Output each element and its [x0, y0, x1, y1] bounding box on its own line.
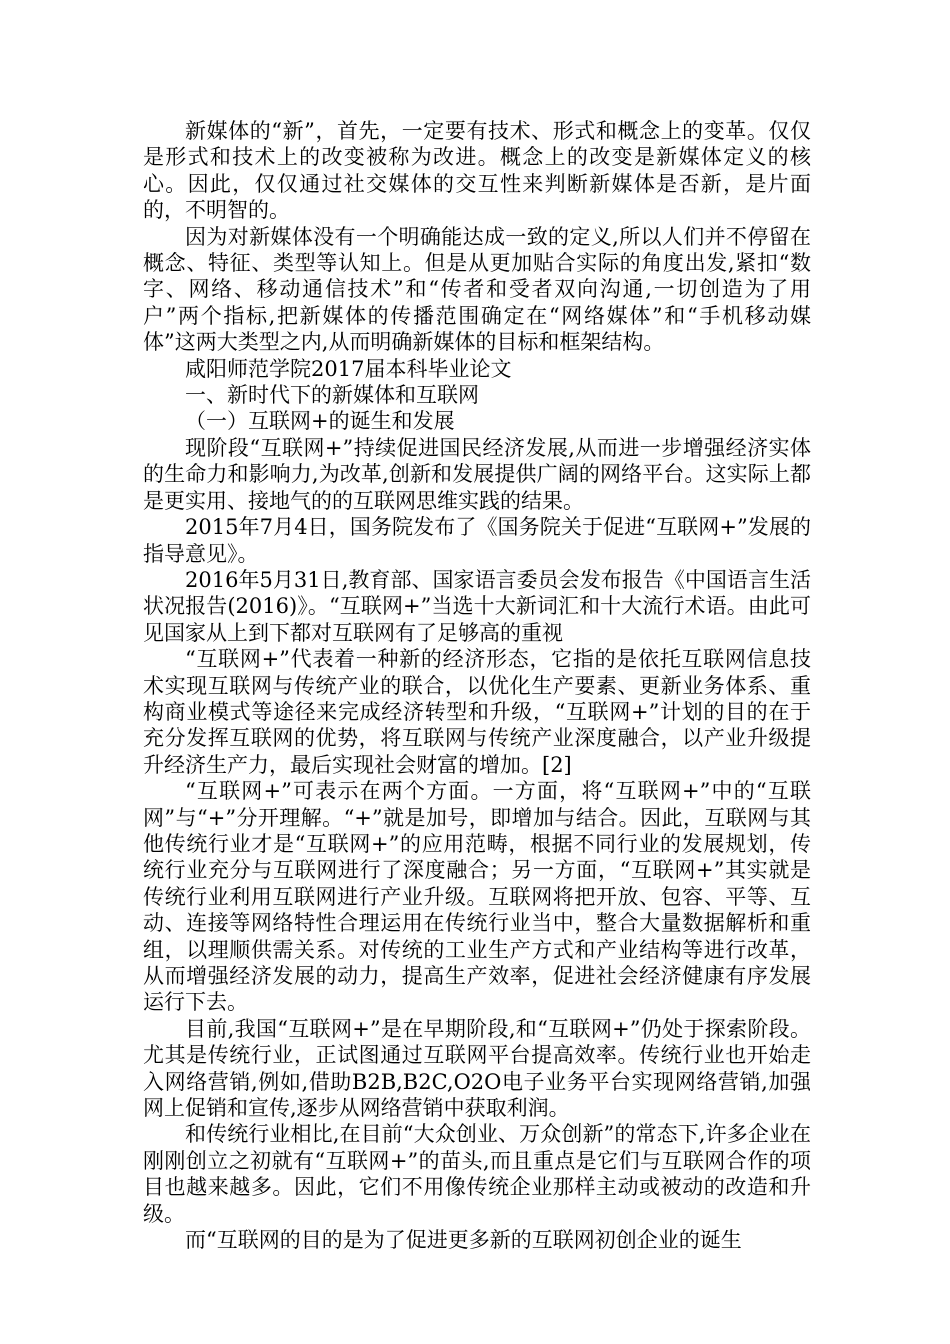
paragraph-internet-plus-definition: “互联网+”代表着一种新的经济形态，它指的是依托互联网信息技术实现互联网与传统产业的联合，以优化生产要素、更新业务体系、重构商业模式等途径来完成经济转型和升级，“互联网+”计划的目的在于充分发挥互联网的优势，将互联网与传统产业深度融合，以产业升级提升经济生产力，最后实现社会财富的增加。[2] — [143, 647, 811, 777]
running-header: 咸阳师范学院2017届本科毕业论文 — [185, 356, 512, 381]
paragraph-new-media-definition: 新媒体的“新”，首先，一定要有技术、形式和概念上的变革。仅仅是形式和技术上的改变被称为改进。概念上的改变是新媒体定义的核心。因此，仅仅通过社交媒体的交互性来判断新媒体是否新，是片面的，不明智的。 — [143, 119, 811, 223]
subsection-heading: （一）互联网+的诞生和发展 — [185, 409, 455, 434]
paragraph-internet-plus-current: 现阶段“互联网+”持续促进国民经济发展,从而进一步增强经济实体的生命力和影响力,为改革,创新和发展提供广阔的网络平台。这实际上都是更实用、接地气的的互联网思维实践的结果。 — [143, 435, 811, 513]
document-body — [143, 118, 811, 1253]
paragraph-language-report: 2016年5月31日,教育部、国家语言委员会发布报告《中国语言生活状况报告(2016)》。“互联网+”当选十大新词汇和十大流行术语。由此可见国家从上到下都对互联网有了足够高的重视 — [143, 567, 811, 645]
section-heading: 一、新时代下的新媒体和互联网 — [185, 383, 479, 408]
paragraph-two-aspects: “互联网+”可表示在两个方面。一方面，将“互联网+”中的“互联网”与“+”分开理解。“+”就是加号，即增加与结合。因此，互联网与其他传统行业才是“互联网+”的应用范畴，根据不同行业的发展规划，传统行业充分与互联网进行了深度融合；另一方面，“互联网+”其实就是传统行业利用互联网进行产业升级。互联网将把开放、包容、平等、互动、连接等网络特性合理运用在传统行业当中，整合大量数据解析和重组，以理顺供需关系。对传统的工业生产方式和产业结构等进行改革，从而增强经济发展的动力，提高生产效率，促进社会经济健康有序发展运行下去。 — [143, 779, 811, 1015]
paragraph-early-stage: 目前,我国“互联网+”是在早期阶段,和“互联网+”仍处于探索阶段。尤其是传统行业，正试图通过互联网平台提高效率。传统行业也开始走入网络营销,例如,借助B2B,B2C,O2O电子业务平台实现网络营销,加强网上促销和宣传,逐步从网络营销中获取利润。 — [143, 1016, 811, 1121]
paragraph-startups: 和传统行业相比,在目前“大众创业、万众创新”的常态下,许多企业在刚刚创立之初就有“互联网+”的苗头,而且重点是它们与互联网合作的项目也越来越多。因此，它们不用像传统企业那样主动或被动的改造和升级。 — [143, 1122, 811, 1226]
paragraph-new-media-scope: 因为对新媒体没有一个明确能达成一致的定义,所以人们并不停留在概念、特征、类型等认知上。但是从更加贴合实际的角度出发,紧扣“数字、网络、移动通信技术”和“传者和受者双向沟通,一切创造为了用户”两个指标,把新媒体的传播范围确定在“网络媒体”和“手机移动媒体”这两大类型之内,从而明确新媒体的目标和框架结构。 — [143, 224, 811, 355]
paragraph-purpose: 而“互联网的目的是为了促进更多新的互联网初创企业的诞生 — [185, 1228, 742, 1253]
paragraph-state-council: 2015年7月4日，国务院发布了《国务院关于促进“互联网+”发展的指导意见》。 — [143, 515, 811, 566]
